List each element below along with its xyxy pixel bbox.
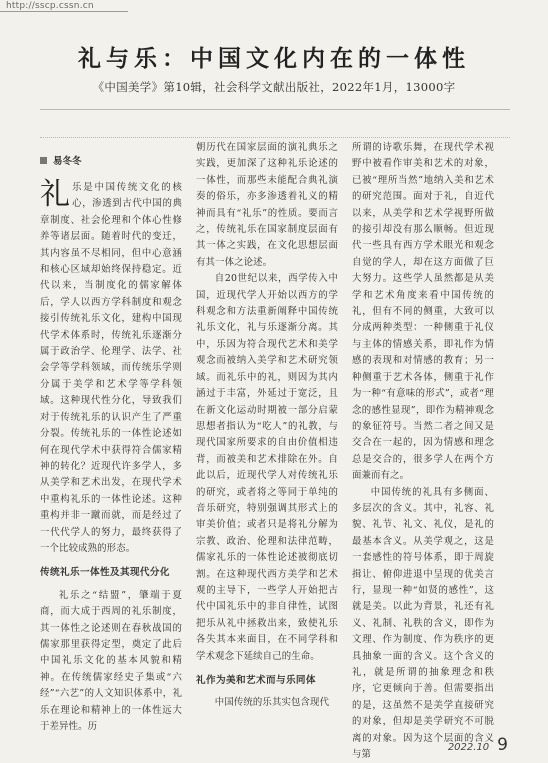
paragraph-text: 乐是中国传统文化的核心，渗透到古代中国的典章制度、社会伦理和个体心性修养等诸层面。随着时代的变迁，其内容虽不尽相同，但中心意涵和核心区域却始终保持稳定。近代以来，当制度化的儒家解体后，学人以西方学科制度和观念接引传统礼乐文化，建构中国现代学术体系时，传统礼乐逐渐分属于政治学、伦理学、法学、社会学等学科领域，而传统乐学则分属于美学和艺术学等学科领域。这种现代性分化，导致我们对于传统礼乐的认识产生了严重分裂。传统礼乐的一体性论述如何在现代学术中获得符合儒家精神的转化？近现代许多学人，多从美学和艺术出发，在现代学术中重构礼乐的一体性论述。这种重构并非一蹴而就，而是经过了一代代学人的努力，最终获得了一个比较成熟的形态。	[40, 182, 182, 554]
author-name: 易冬冬	[53, 156, 82, 167]
paragraph: 礼乐之“结盟”，肇端于夏商，而大成于西周的礼乐制度，其一体性之论述则在春秋战国的儒家那里获得定型，奠定了此后中国礼乐文化的基本风貌和精神。在传统儒家经史子集或“六经”“六艺”的人文知识体系中，礼乐在理论和精神上的一体性远大于差异性。历	[40, 589, 182, 732]
divider-top	[40, 109, 510, 110]
divider-dotted	[40, 137, 510, 138]
author-line	[40, 153, 82, 167]
paragraph: 中国传统的乐其实包含现代	[214, 697, 330, 709]
page-footer	[448, 735, 508, 755]
issue-date: 2022.10	[447, 742, 490, 753]
paragraph: 所谓的诗歌乐舞，在现代学术视野中被看作审美和艺术的对象，已被“理所当然”地纳入美和艺术的研究范围。面对于礼，自近代以来，从美学和艺术学视野所做的接引却没有那么顺畅。但近现代一些具有西方学术眼光和观念自觉的学人，却在这方面做了巨大努力。这些学人虽然都是从美学和艺术角度来看中国传统的礼，但有不同的侧重，大致可以分成两种类型：一种侧重于礼仪与主体的情感关系，即礼作为情感的表现和对情感的教育；另一种侧重于艺术各体，侧重于礼作为一种“有意味的形式”，或者“理念的感性显现”，即作为精神观念的象征符号。当然二者之间又是交合在一起的，因为情感和理念总是交合的，很多学人在两个方面兼而有之。	[352, 142, 494, 482]
text-column-2	[196, 140, 338, 750]
article-source: 《中国美学》第10辑，社会科学文献出版社，2022年1月，13000字	[92, 80, 456, 94]
paragraph: 中国传统的礼具有多侧面、多层次的含义。其中，礼容、礼貌、礼节、礼文、礼仪，是礼的最基本含义。从美学观之，这是一套感性的符号体系，即于周旋揖让、俯仰进退中呈现的优美言行，显现一种“如贤的感性”，这就是美。以此为背景，礼还有礼义、礼制、礼秩的含义，即作为文理、作为制度、作为秩序的更具抽象一面的含义。这个含义的礼，就是所谓的抽象理念和秩序，它更倾向于善。但需要指出的是，这虽然不是美学直接研究的对象，但却是美学研究不可脱离的对象。因为这个层面的含义与第	[352, 486, 494, 761]
source-url: http://sscp.cssn.cn	[6, 1, 94, 11]
paragraph: 朝历代在国家层面的演礼典乐之实践，更加深了这种礼乐论述的一体性，而那些未能配合典礼演奏的俗乐，亦多渗透着礼义的精神而具有“礼乐”的性质。要而言之，传统礼乐在国家制度层面有其一体之实践，在文化思想层面有其一体之论述。	[196, 142, 338, 268]
square-bullet-icon	[40, 157, 47, 164]
page-number: 9	[497, 735, 508, 755]
section-heading: 礼作为美和艺术而与乐同体	[196, 675, 316, 686]
text-column-1	[40, 177, 182, 745]
article-title: 礼与乐：中国文化内在的一体性	[78, 46, 470, 72]
section-heading: 传统礼乐一体性及其现代分化	[40, 567, 170, 579]
drop-cap: 礼	[40, 177, 71, 212]
paragraph: 自20世纪以来，西学传入中国，近现代学人开始以西方的学科观念和方法重新阐释中国传统礼乐文化，礼与乐逐渐分离。其中，乐因为符合现代艺术和美学观念而被纳入美学和艺术研究领域。而礼乐中的礼，则因为其内涵过于丰富，外延过于宽泛，且在新文化运动时期被一部分启蒙思想者指认为“吃人”的礼教，与现代国家所要求的自由价值相违背，而被美和艺术排除在外。自此以后，近现代学人对传统礼乐的研究，或者将之等同于单纯的音乐研究，特别强调其形式上的审美价值；或者只是将礼分解为宗教、政治、伦理和法律范畴，儒家礼乐的一体性论述被彻底切割。在这种现代西方美学和艺术观的主导下，一些学人开始把古代中国礼乐中的非自律性，试图把乐从礼中拯救出来，致使礼乐各失其本来面目，在不同学科和学术观念下延续自己的生命。	[196, 273, 338, 662]
url-underline	[0, 11, 128, 12]
paragraph	[40, 177, 182, 557]
